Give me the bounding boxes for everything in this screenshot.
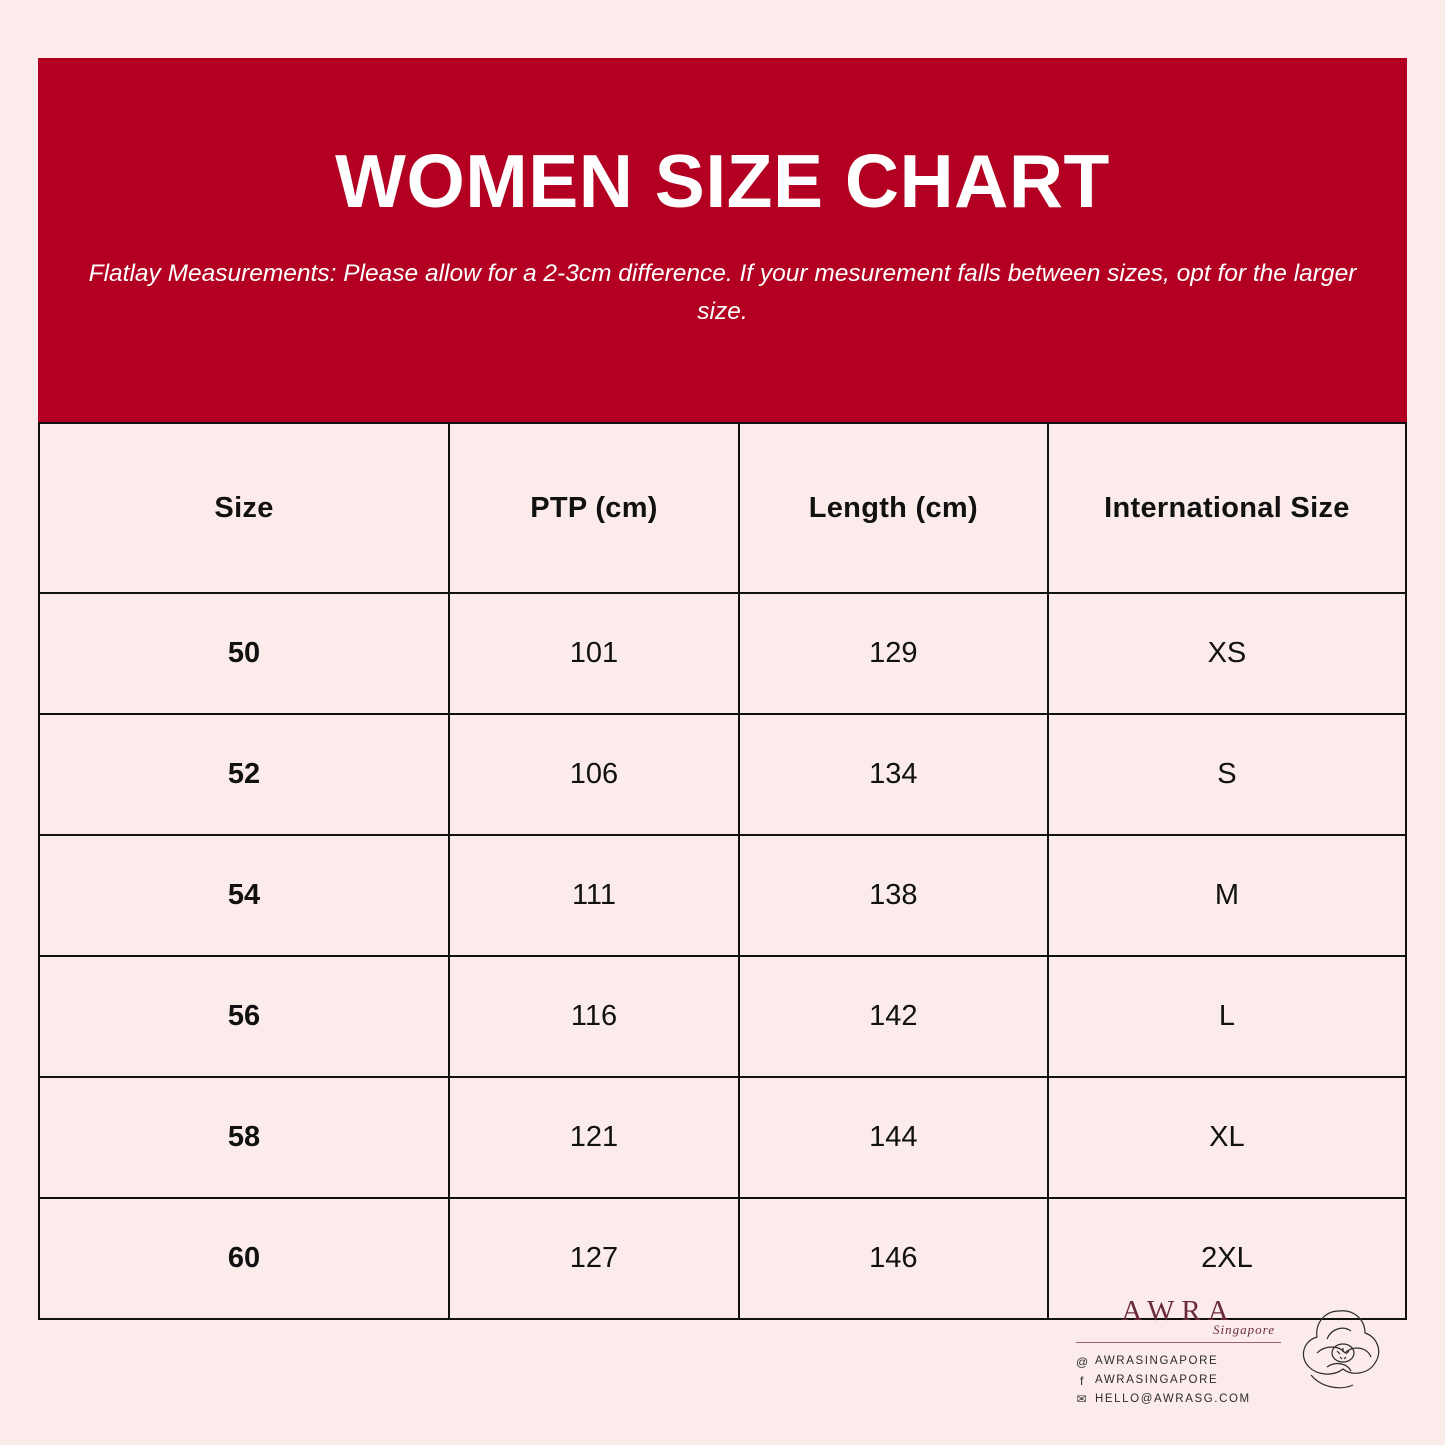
- cell-international-size: M: [1048, 835, 1406, 956]
- magnolia-flower-icon: [1287, 1295, 1399, 1407]
- column-header-ptp: PTP (cm): [449, 423, 739, 593]
- cell-ptp: 121: [449, 1077, 739, 1198]
- cell-international-size: 2XL: [1048, 1198, 1406, 1319]
- contact-list: [1076, 1353, 1281, 1409]
- cell-ptp: 101: [449, 593, 739, 714]
- cell-ptp: 106: [449, 714, 739, 835]
- logo: [1076, 1297, 1281, 1343]
- size-chart-sheet: [38, 58, 1407, 1311]
- cell-length: 129: [739, 593, 1048, 714]
- cell-ptp: 116: [449, 956, 739, 1077]
- contact-email: [1076, 1390, 1281, 1409]
- brand-tagline: Singapore: [1213, 1322, 1275, 1337]
- cell-ptp: 127: [449, 1198, 739, 1319]
- column-header-size: Size: [39, 423, 449, 593]
- page-title: WOMEN SIZE CHART: [335, 139, 1110, 223]
- brand-name: AWRA: [1121, 1295, 1236, 1327]
- table-row: [39, 593, 1406, 714]
- cell-length: 146: [739, 1198, 1048, 1319]
- facebook-icon: f: [1080, 1373, 1085, 1388]
- email-icon: ✉: [1076, 1392, 1089, 1407]
- cell-length: 138: [739, 835, 1048, 956]
- contact-facebook-handle: AWRASINGAPORE: [1095, 1373, 1219, 1386]
- table-row: [39, 714, 1406, 835]
- cell-length: 134: [739, 714, 1048, 835]
- instagram-icon: @: [1076, 1355, 1090, 1369]
- table-header-row: [39, 423, 1406, 593]
- measurement-note: Flatlay Measurements: Please allow for a 2-3cm difference. If your mesurement falls between sizes, opt for the larger size.: [88, 259, 1357, 325]
- cell-size: 52: [39, 714, 449, 835]
- table-row: [39, 956, 1406, 1077]
- header-banner: [38, 58, 1407, 422]
- brand-divider: [1076, 1342, 1281, 1343]
- footer-branding: [1069, 1295, 1399, 1415]
- cell-international-size: XL: [1048, 1077, 1406, 1198]
- cell-length: 144: [739, 1077, 1048, 1198]
- cell-ptp: 111: [449, 835, 739, 956]
- cell-length: 142: [739, 956, 1048, 1077]
- contact-facebook: [1076, 1372, 1281, 1391]
- cell-international-size: L: [1048, 956, 1406, 1077]
- column-header-length: Length (cm): [739, 423, 1048, 593]
- cell-international-size: XS: [1048, 593, 1406, 714]
- table-row: [39, 1077, 1406, 1198]
- cell-size: 60: [39, 1198, 449, 1319]
- cell-size: 56: [39, 956, 449, 1077]
- table-header: [39, 423, 1406, 593]
- table-body: [39, 593, 1406, 1319]
- contact-instagram-handle: AWRASINGAPORE: [1095, 1355, 1219, 1368]
- cell-size: 50: [39, 593, 449, 714]
- contact-email-address: HELLO@AWRASG.COM: [1095, 1392, 1251, 1405]
- column-header-international-size: International Size: [1048, 423, 1406, 593]
- cell-size: 54: [39, 835, 449, 956]
- contact-instagram: [1076, 1353, 1281, 1372]
- table-row: [39, 835, 1406, 956]
- cell-size: 58: [39, 1077, 449, 1198]
- cell-international-size: S: [1048, 714, 1406, 835]
- size-chart-table: [38, 422, 1407, 1320]
